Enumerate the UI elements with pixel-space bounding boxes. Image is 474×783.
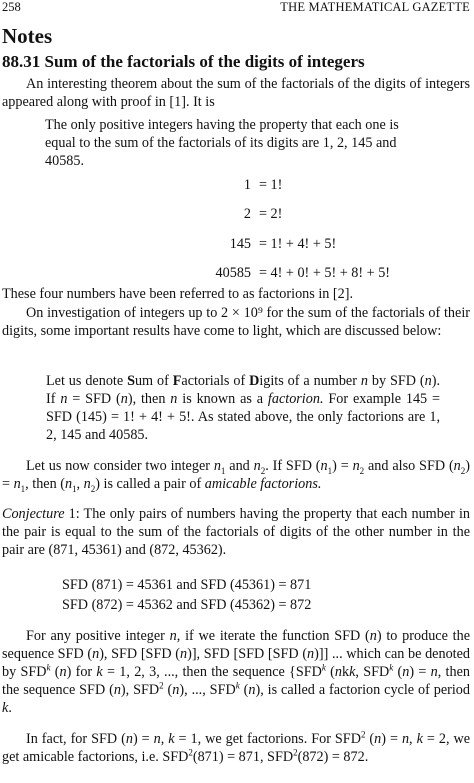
- sequence-paragraph: For any positive integer n, if we iterate the function SFD (n) to produce the sequence SFD (n), SFD [SFD (n)], SFD [SFD [SFD (n)]] ... which can be denoted by SFD$^k$ (n) for k = 1, 2, 3, ..., then the sequence {SFD$^k$ (nkk, SFD$^k$ (n) = n, then the sequence SFD (n), SFD$^2$ (n), ..., SFD$^k$ (n), is called a factorion cycle of period k.: [2, 628, 470, 716]
- conjecture-label: Conjecture: [2, 506, 65, 522]
- amicable-paragraph: Let us now consider two integer $n_1$ and $n_2$. If SFD $(n_1) = n_2$ and also SFD $(n_2) = n_1$, then ($n_1$, $n_2$) is called a pair of amicable factorions.: [2, 458, 470, 494]
- section-heading: Notes: [2, 24, 53, 48]
- conjecture-paragraph: Conjecture 1: The only pairs of numbers having the property that each number in the pair is equal to the sum of the factorials of digits of the other number in the pair are (871, 45361) and (872, 45362).: [2, 506, 470, 558]
- investigation-paragraph: On investigation of integers up to 2 × 10⁹ for the sum of the factorials of their digits, some important results have come to light, which are discussed below:: [2, 305, 470, 339]
- factorions-reference: These four numbers have been referred to as factorions in [2].: [2, 286, 353, 302]
- equation-rhs: = 1! + 4! + 5!: [259, 236, 337, 252]
- equation-rhs: = 4! + 0! + 5! + 8! + 5!: [259, 265, 391, 281]
- equation-rhs: = 2!: [259, 206, 283, 222]
- quoted-theorem: The only positive integers having the property that each one is equal to the sum of the factorials of its digits are 1, 2, 145 and 40585.: [45, 117, 399, 169]
- equation-lhs: 2: [243, 206, 251, 222]
- equation-lhs: 40585: [215, 265, 251, 281]
- article-title: 88.31 Sum of the factorials of the digits of integers: [2, 52, 365, 71]
- final-paragraph: In fact, for SFD (n) = n, k = 1, we get factorions. For SFD$^2$ (n) = n, k = 2, we get amicable factorions, i.e. $SFD^2(871) = 871$, $SFD^2(872) = 872$.: [2, 729, 471, 765]
- equation-rhs: = 1!: [259, 177, 283, 193]
- page-number: 258: [2, 0, 21, 14]
- page-header: [2, 0, 470, 14]
- sfd-line: SFD (871) = 45361 and SFD (45361) = 871: [62, 577, 312, 593]
- journal-name: THE MATHEMATICAL GAZETTE: [280, 0, 470, 14]
- sfd-line: SFD (872) = 45362 and SFD (45362) = 872: [62, 597, 312, 613]
- equation-lhs: 1: [243, 177, 251, 193]
- intro-paragraph: An interesting theorem about the sum of the factorials of the digits of integers appeared along with proof in [1]. It is: [2, 76, 470, 110]
- equation-lhs: 145: [229, 236, 251, 252]
- definition-block: Let us denote Sum of Factorials of Digits of a number n by SFD (n). If n = SFD (n), then n is known as a factorion. For example 145 = SFD (145) = 1! + 4! + 5!. As stated above, the only factorions are 1, 2, 145 and 40585.: [46, 373, 441, 443]
